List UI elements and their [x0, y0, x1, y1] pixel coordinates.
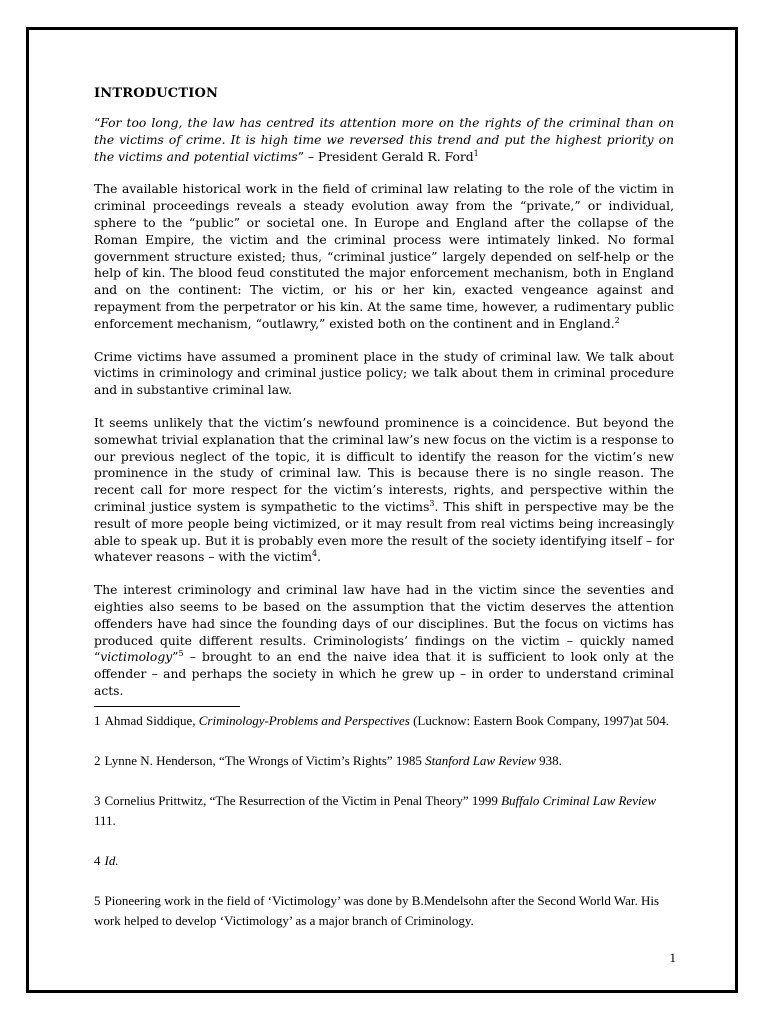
section-heading: INTRODUCTION [94, 86, 219, 101]
footnote-text: 938. [535, 752, 562, 768]
footnote-text: Lynne N. Henderson, “The Wrongs of Victim’s Rights” 1985 [104, 752, 426, 768]
paragraph-3-text-c: . [317, 550, 321, 565]
footnote-5 [94, 891, 674, 931]
paragraph-2-text: Crime victims have assumed a prominent place in the study of criminal law. We talk about victims in criminology and criminal justice policy; we talk about them in criminal procedure and in substantive criminal law. [94, 349, 674, 398]
footnote-3 [94, 791, 674, 831]
quote-text: For too long, the law has centred its attention more on the rights of the criminal than on the victims of crime. It is high time we reversed this trend and put the highest priority on the victims and potential victims [94, 116, 674, 164]
paragraph-3-text-a: It seems unlikely that the victim’s newfound prominence is a coincidence. But beyond the somewhat trivial explanation that the criminal law’s new focus on the victim is a response to our previous neglect of the topic, it is difficult to identify the reason for the victim’s new prominence in the study of criminal law. This is because there is no single reason. The recent call for more respect for the victim’s interests, rights, and perspective within the criminal justice system is sympathetic to the victims [94, 415, 674, 514]
quote-attribution: ” – President Gerald R. Ford [297, 149, 474, 164]
paragraph-4-text-a: The interest criminology and criminal law have had in the victim since the seventies and eighties also seems to be based on the assumption that the victim deserves the attention offenders have had since the founding days of our disciplines. But the focus on victims has produced quite different results. Criminologists’ findings on the victim – quickly named “ [94, 583, 674, 665]
footnote-number: 1 [94, 712, 101, 728]
paragraph-1-text: The available historical work in the field of criminal law relating to the role of the victim in criminal proceedings reveals a steady evolution away from the “private,” or individual, sphere to the “public” or societal one. In Europe and England after the collapse of the Roman Empire, the victim and the criminal process were intimately linked. No formal government structure existed; thus, “criminal justice” largely depended on self-help or the help of kin. The blood feud constituted the major enforcement mechanism, both in England and on the continent: The victim, or his or her kin, exacted vengeance against and repayment from the perpetrator or his kin. At the same time, however, a rudimentary public enforcement mechanism, “outlawry,” existed both on the continent and in England. [94, 182, 674, 331]
page-number: 1 [669, 950, 676, 965]
footnote-ref-4[interactable]: 4 [311, 549, 318, 559]
footnote-4 [94, 851, 674, 871]
footnote-text: (Lucknow: Eastern Book Company, 1997)at 504. [409, 712, 669, 728]
document-body [94, 86, 674, 931]
paragraph-4 [94, 582, 674, 700]
footnote-italic: Id. [104, 852, 119, 868]
footnote-separator [94, 706, 240, 707]
footnote-ref-1[interactable]: 1 [473, 148, 479, 158]
paragraph-2 [94, 349, 674, 399]
epigraph-quote [94, 115, 674, 165]
footnote-2 [94, 751, 674, 771]
footnote-ref-5[interactable]: 5 [178, 649, 184, 659]
paragraph-4-text-c: – brought to an end the naive idea that it is sufficient to look only at the offender – and perhaps the society in which he grew up – in order to understand criminal acts. [94, 650, 674, 698]
footnote-italic: Criminology-Problems and Perspectives [198, 712, 410, 728]
footnote-ref-3[interactable]: 3 [429, 498, 435, 508]
quote-open: “ [94, 116, 101, 130]
footnotes [94, 711, 674, 931]
footnote-italic: Buffalo Criminal Law Review [501, 792, 657, 808]
paragraph-1 [94, 181, 674, 332]
paragraph-3 [94, 415, 674, 566]
footnote-italic: Stanford Law Review [425, 752, 536, 768]
footnote-text: Cornelius Prittwitz, “The Resurrection of the Victim in Penal Theory” 1999 [104, 792, 502, 808]
paragraph-4-text-b: ” [172, 650, 179, 665]
footnote-number: 4 [94, 852, 101, 868]
paragraph-4-italic: victimology [100, 650, 173, 665]
footnote-text: Pioneering work in the field of ‘Victimology’ was done by B.Mendelsohn after the Second World War. His work helped to develop ‘Victimology’ as a major branch of Criminology. [94, 892, 660, 928]
paragraph-3-text-b: . This shift in perspective may be the result of more people being victimized, or it may result from real victims being increasingly able to speak up. But it is probably even more the result of the society identifying itself – for whatever reasons – with the victim [94, 499, 674, 565]
footnote-ref-2[interactable]: 2 [614, 315, 620, 325]
footnote-1 [94, 711, 674, 731]
footnote-text: Ahmad Siddique, [104, 712, 199, 728]
footnote-number: 5 [94, 892, 101, 908]
footnote-number: 3 [94, 792, 101, 808]
footnote-number: 2 [94, 752, 101, 768]
footnote-text: 111. [94, 812, 116, 828]
